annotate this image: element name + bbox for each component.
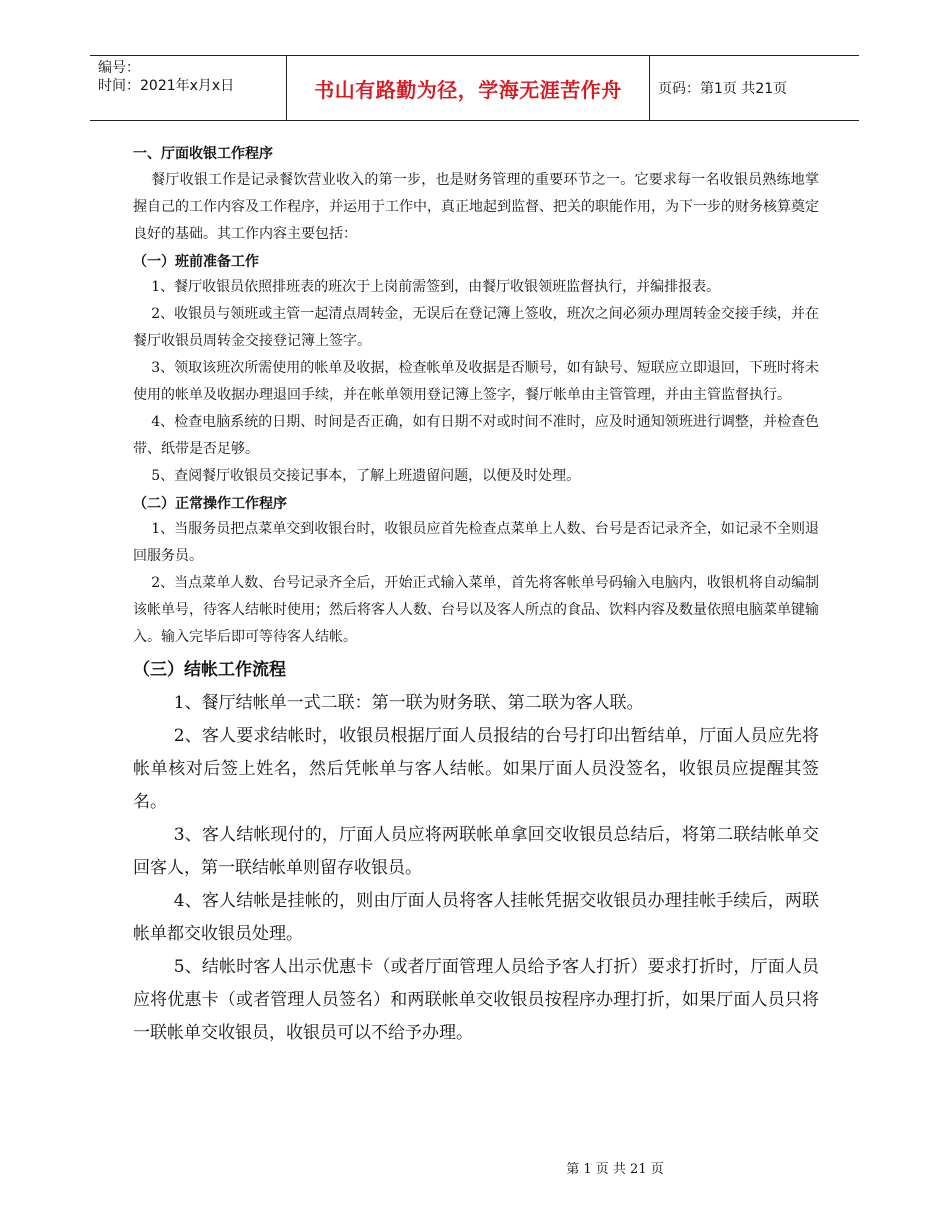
document-time-label: 时间：2021年x月x日 bbox=[98, 78, 235, 94]
header-motto: 书山有路勤为径，学海无涯苦作舟 bbox=[286, 56, 650, 120]
header-page-label: 页码：第1页 共21页 bbox=[658, 81, 788, 97]
list-item: 3、客人结帐现付的，厅面人员应将两联帐单拿回交收银员总结后，将第二联结帐单交回客人，第一联结帐单则留存收银员。 bbox=[133, 825, 819, 878]
list-item: 5、查阅餐厅收银员交接记事本，了解上班遗留问题，以便及时处理。 bbox=[151, 468, 581, 484]
list-item: 2、收银员与领班或主管一起清点周转金，无误后在登记簿上签收，班次之间必须办理周转金交接手续，并在餐厅收银员周转金交接登记簿上签字。 bbox=[133, 306, 819, 349]
section-intro: 餐厅收银工作是记录餐饮营业收入的第一步，也是财务管理的重要环节之一。它要求每一名收银员熟练地掌握自己的工作内容及工作程序，并运用于工作中，真正地起到监督、把关的职能作用，为下一步的财务核算奠定良好的基础。其工作内容主要包括： bbox=[133, 172, 819, 242]
document-number-label: 编号： bbox=[98, 60, 140, 76]
page-footer bbox=[0, 1158, 950, 1177]
document-body bbox=[133, 143, 819, 1050]
section-title: 一、厅面收银工作程序 bbox=[133, 146, 273, 162]
list-item: 1、餐厅收银员依照排班表的班次于上岗前需签到，由餐厅收银领班监督执行，并编排报表。 bbox=[151, 279, 721, 295]
list-item: 1、当服务员把点菜单交到收银台时，收银员应首先检查点菜单上人数、台号是否记录齐全，如记录不全则退回服务员。 bbox=[133, 521, 819, 564]
list-item: 1、餐厅结帐单一式二联：第一联为财务联、第二联为客人联。 bbox=[173, 693, 644, 713]
list-item: 3、领取该班次所需使用的帐单及收据，检查帐单及收据是否顺号，如有缺号、短联应立即退回，下班时将未使用的帐单及收据办理退回手续，并在帐单领用登记簿上签字，餐厅帐单由主管管理，并由主管监督执行。 bbox=[133, 360, 819, 403]
subsection-title-prep: （一）班前准备工作 bbox=[133, 254, 259, 270]
page-header bbox=[90, 55, 859, 121]
header-meta bbox=[90, 56, 286, 120]
list-item: 2、当点菜单人数、台号记录齐全后，开始正式输入菜单，首先将客帐单号码输入电脑内，收银机将自动编制该帐单号，待客人结帐时使用；然后将客人人数、台号以及客人所点的食品、饮料内容及数量依照电脑菜单键输入。输入完毕后即可等待客人结帐。 bbox=[133, 575, 819, 645]
list-item: 2、客人要求结帐时，收银员根据厅面人员报结的台号打印出暂结单，厅面人员应先将帐单核对后签上姓名，然后凭帐单与客人结帐。如果厅面人员没签名，收银员应提醒其签名。 bbox=[133, 726, 819, 812]
subsection-title-checkout: （三）结帐工作流程 bbox=[133, 660, 286, 680]
list-item: 5、结帐时客人出示优惠卡（或者厅面管理人员给予客人打折）要求打折时，厅面人员应将优惠卡（或者管理人员签名）和两联帐单交收银员按程序办理打折，如果厅面人员只将一联帐单交收银员，收银员可以不给予办理。 bbox=[133, 957, 819, 1043]
subsection-title-operation: （二）正常操作工作程序 bbox=[133, 496, 287, 512]
footer-page-number: 第 1 页 共 21 页 bbox=[566, 1162, 664, 1177]
list-item: 4、检查电脑系统的日期、时间是否正确，如有日期不对或时间不准时，应及时通知领班进行调整，并检查色带、纸带是否足够。 bbox=[133, 414, 819, 457]
list-item: 4、客人结帐是挂帐的，则由厅面人员将客人挂帐凭据交收银员办理挂帐手续后，两联帐单都交收银员处理。 bbox=[133, 891, 819, 944]
